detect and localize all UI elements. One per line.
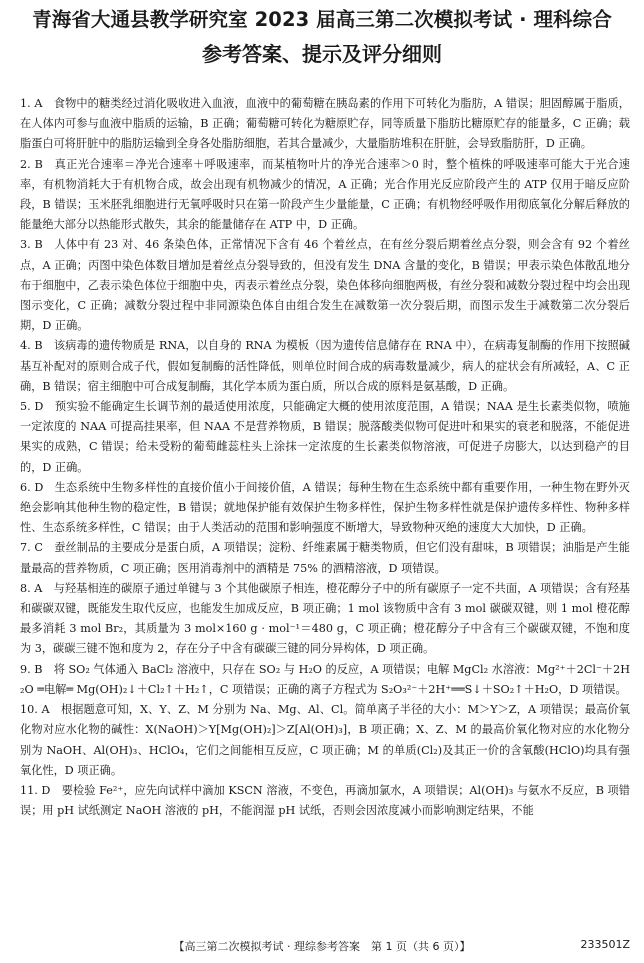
answer-list: [20, 94, 630, 821]
answer-item-5: 5. D 预实验不能确定生长调节剂的最适使用浓度，只能确定大概的使用浓度范围，A 错误；NAA 是生长素类似物，喷施一定浓度的 NAA 可提高挂果率，但 NAA 不是营养物质，B 错误；脱落酸类似物可促进叶和果实的衰老和脱落，不能促进果实的成熟，C 错误；给未受粉的葡萄雌蕊柱头上涂抹一定浓度的生长素类似物溶液，可促进子房膨大，以达到稳产的目的，D 正确。: [20, 400, 630, 474]
answer-item-11: 11. D 要检验 Fe²⁺，应先向试样中滴加 KSCN 溶液，不变色，再滴加氯水，A 项错误；Al(OH)₃ 与氨水不反应，B 项错误；用 pH 试纸测定 NaOH 溶液的 pH，不能润湿 pH 试纸，否则会因浓度减小而影响测定结果，不能: [20, 783, 630, 818]
answer-item-2: 2. B 真正光合速率＝净光合速率＋呼吸速率，而某植物叶片的净光合速率＞0 时，整个植株的呼吸速率可能大于光合速率，有机物消耗大于有机物合成，故会出现有机物减少的情况，A 正确；光合作用光反应阶段产生的 ATP 仅用于暗反应阶段，B 错误；玉米胚乳细胞进行无氧呼吸时只在第一阶段产生少量能量，C 正确；有机物经呼吸作用彻底氧化分解后释放的能量绝大部分以热能形式散失，其余的能量储存在 ATP 中，D 正确。: [20, 157, 630, 232]
answer-item-1: 1. A 食物中的糖类经过消化吸收进入血液，血液中的葡萄糖在胰岛素的作用下可转化为脂肪，A 错误；胆固醇属于脂质，在人体内可参与血液中脂质的运输，B 正确；葡萄糖可转化为糖原贮存，同等质量下脂肪比糖原贮存的能量多，C 正确；载脂蛋白可将肝脏中的脂肪运输到全身各处脂肪细胞，若其合量减少，大量脂肪堆积在肝脏，会导致脂肪肝，D 正确。: [20, 97, 630, 151]
footer-page-info: 【高三第二次模拟考试 · 理综参考答案 第 1 页（共 6 页）】: [173, 940, 471, 953]
answer-item-6: 6. D 生态系统中生物多样性的直接价值小于间接价值，A 错误；每种生物在生态系统中都有重要作用，一种生物在野外灭绝会影响其他种生物的稳定性，B 错误；就地保护能有效保护生物多样性，保护生物多样性就是保护遗传多样性、物种多样性、生态系统多样性，C 错误；由于人类活动的范围和影响强度不断增大，导致物种灭绝的速度大大加快，D 正确。: [20, 480, 630, 535]
answer-item-4: 4. B 该病毒的遗传物质是 RNA，以自身的 RNA 为模板（因为遗传信息储存在 RNA 中），在病毒复制酶的作用下按照碱基互补配对的原则合成子代，假如复制酶的活性降低，则单位时间合成的病毒数量减少，病人的症状会有所减轻，A、C 正确，B 错误；宿主细胞中可合成复制酶，其化学本质为蛋白质，所以合成的原料是氨基酸，D 正确。: [20, 339, 630, 393]
page-subtitle: 参考答案、提示及评分细则: [202, 42, 442, 66]
footer-code: 233501Z: [580, 938, 630, 951]
answer-item-3: 3. B 人体中有 23 对、46 条染色体，正常情况下含有 46 个着丝点，在有丝分裂后期着丝点分裂，则会含有 92 个着丝点，A 正确；丙图中染色体数目增加是着丝点分裂导致的，但没有发生 DNA 含量的变化，B 错误；甲表示染色体散乱地分布于细胞中，乙表示染色体位于细胞中央，丙表示着丝点分裂，染色体移向细胞两极，有丝分裂和减数分裂过程中均会出现图示变化，C 正确；减数分裂过程中非同源染色体自由组合发生在减数第一次分裂后期，而图示发生于减数第二次分裂后期，D 正确。: [20, 238, 630, 333]
answer-item-9: 9. B 将 SO₂ 气体通入 BaCl₂ 溶液中，只存在 SO₂ 与 H₂O 的反应，A 项错误；电解 MgCl₂ 水溶液：Mg²⁺＋2Cl⁻＋2H₂O ═电解═ Mg(OH)₂↓＋Cl₂↑＋H₂↑，C 项错误；正确的离子方程式为 S₂O₃²⁻＋2H⁺══S↓＋SO₂↑＋H₂O，D 项错误。: [20, 662, 630, 696]
answer-item-10: 10. A 根据题意可知，X、Y、Z、M 分别为 Na、Mg、Al、Cl。简单离子半径的大小：M＞Y＞Z，A 项错误；最高价氧化物对应水化物的碱性：X(NaOH)＞Y[Mg(OH)₂]＞Z[Al(OH)₃]，B 项正确；X、Z、M 的最高价氧化物对应的水化物分别为 NaOH、Al(OH)₃、HClO₄，它们之间能相互反应，C 项正确；M 的单质(Cl₂)及其正一价的含氧酸(HClO)均具有强氧化性，D 项正确。: [20, 703, 630, 777]
page-title: 青海省大通县教学研究室 2023 届高三第二次模拟考试 · 理科综合: [32, 8, 612, 31]
answer-item-8: 8. A 与羟基相连的碳原子通过单键与 3 个其他碳原子相连，橙花醇分子中的所有碳原子一定不共面，A 项错误；含有羟基和碳碳双键，既能发生取代反应，也能发生加成反应，B 项正确；1 mol 该物质中含有 3 mol 碳碳双键，则 1 mol 橙花醇最多消耗 3 mol Br₂，其质量为 3 mol×160 g · mol⁻¹＝480 g，C 项正确；橙花醇分子中含有三个碳碳双键，不饱和度为 3，碳碳三键不饱和度为 2，存在分子中含有碳碳三键的同分异构体，D 项正确。: [20, 581, 630, 656]
answer-item-7: 7. C 蚕丝制品的主要成分是蛋白质，A 项错误；淀粉、纤维素属于糖类物质，但它们没有甜味，B 项错误；油脂是产生能量最高的营养物质，C 项正确；医用消毒剂中的酒精是 75% 的酒精溶液，D 项错误。: [20, 541, 630, 575]
